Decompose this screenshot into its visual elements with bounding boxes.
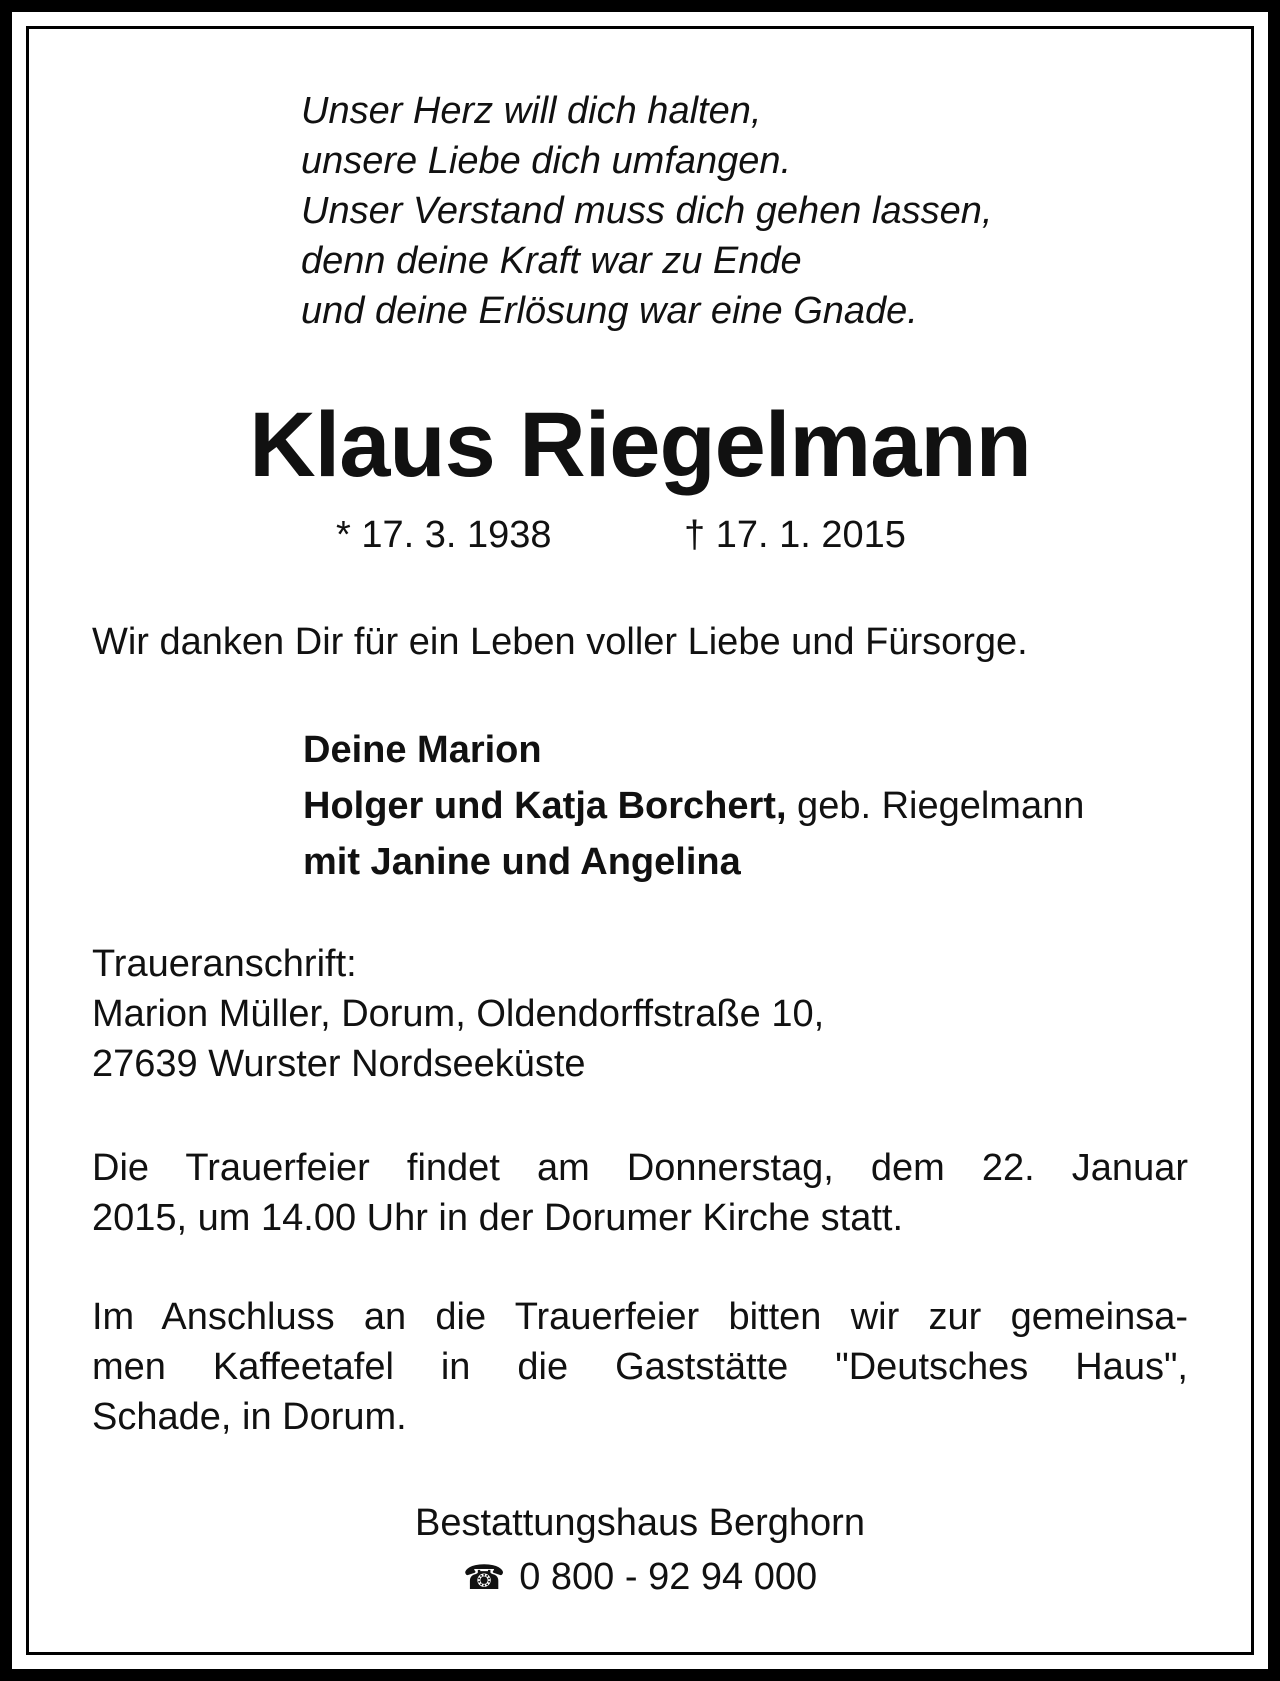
deceased-name: Klaus Riegelmann (249, 394, 1031, 496)
phone-number: 0 800 - 92 94 000 (519, 1556, 818, 1598)
mourning-address (92, 939, 1188, 1089)
address-line: Marion Müller, Dorum, Oldendorffstraße 10, (92, 993, 825, 1035)
coffee-line: men Kaffeetafel in die Gaststätte "Deutsches Haus", (92, 1346, 1188, 1388)
coffee-line: Im Anschluss an die Trauerfeier bitten wir zur gemeinsa- (92, 1296, 1188, 1338)
signer-line: mit Janine und Angelina (303, 841, 741, 883)
poem-line: und deine Erlösung war eine Gnade. (301, 290, 918, 332)
address-line: 27639 Wurster Nordseeküste (92, 1043, 586, 1085)
poem-line: Unser Verstand muss dich gehen lassen, (301, 190, 993, 232)
signers (303, 722, 1084, 890)
phone-icon: ☎ (462, 1559, 506, 1597)
poem-line: denn deine Kraft war zu Ende (301, 240, 802, 282)
birth-date: * 17. 3. 1938 (336, 514, 552, 556)
signer-maiden-name: geb. Riegelmann (786, 785, 1085, 827)
signer-names: Holger und Katja Borchert, (303, 785, 787, 827)
signer-line: Deine Marion (303, 729, 542, 771)
poem-line: Unser Herz will dich halten, (301, 90, 762, 132)
ceremony-line: 2015, um 14.00 Uhr in der Dorumer Kirche statt. (92, 1197, 904, 1239)
funeral-home-name: Bestattungshaus Berghorn (415, 1502, 865, 1544)
funeral-home-phone (0, 1550, 1280, 1605)
address-line: Traueranschrift: (92, 943, 357, 985)
coffee-info (92, 1292, 1188, 1442)
death-date: † 17. 1. 2015 (684, 514, 906, 556)
thanks-text: Wir danken Dir für ein Leben voller Liebe und Fürsorge. (92, 621, 1028, 663)
funeral-home (0, 1496, 1280, 1605)
poem-line: unsere Liebe dich umfangen. (301, 140, 792, 182)
coffee-line: Schade, in Dorum. (92, 1396, 407, 1438)
signer-line (303, 778, 1084, 834)
ceremony-info (92, 1143, 1188, 1243)
ceremony-line: Die Trauerfeier findet am Donnerstag, dem 22. Januar (92, 1147, 1188, 1189)
poem (301, 86, 992, 336)
